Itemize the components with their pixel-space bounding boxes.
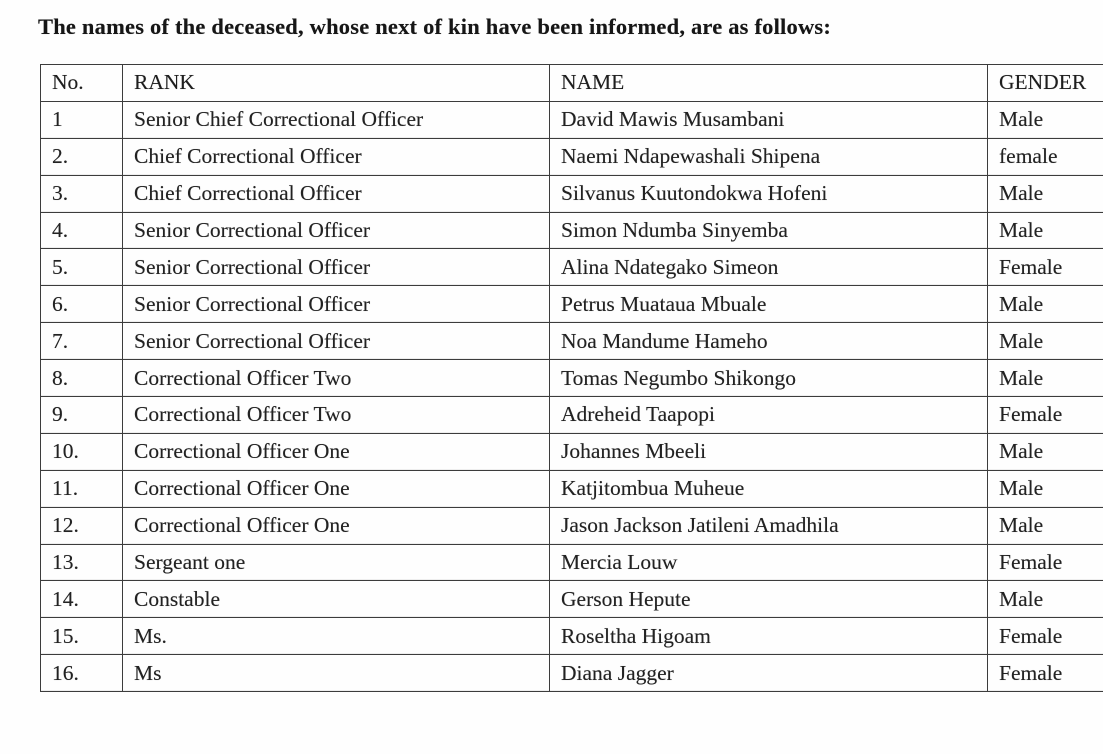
table-row — [41, 138, 1103, 175]
cell-name: Alina Ndategako Simeon — [550, 249, 988, 286]
cell-no: 11. — [41, 470, 123, 507]
cell-gender: Male — [988, 360, 1103, 397]
cell-gender: Female — [988, 544, 1103, 581]
table-row — [41, 360, 1103, 397]
intro-paragraph: The names of the deceased, whose next of kin have been informed, are as follows: — [38, 14, 832, 39]
cell-name: Jason Jackson Jatileni Amadhila — [550, 507, 988, 544]
cell-no: 7. — [41, 323, 123, 360]
cell-rank: Senior Correctional Officer — [123, 323, 550, 360]
cell-name: Adreheid Taapopi — [550, 397, 988, 434]
cell-rank: Correctional Officer Two — [123, 397, 550, 434]
cell-rank: Senior Correctional Officer — [123, 286, 550, 323]
cell-no: 2. — [41, 138, 123, 175]
cell-gender: Female — [988, 618, 1103, 655]
table-row — [41, 618, 1103, 655]
table-row — [41, 249, 1103, 286]
column-header-no: No. — [41, 65, 123, 102]
cell-name: Naemi Ndapewashali Shipena — [550, 138, 988, 175]
cell-gender: Female — [988, 249, 1103, 286]
cell-rank: Correctional Officer One — [123, 470, 550, 507]
cell-rank: Correctional Officer One — [123, 507, 550, 544]
table-row — [41, 581, 1103, 618]
cell-no: 6. — [41, 286, 123, 323]
cell-name: Noa Mandume Hameho — [550, 323, 988, 360]
cell-rank: Ms. — [123, 618, 550, 655]
cell-no: 9. — [41, 397, 123, 434]
table-row — [41, 286, 1103, 323]
cell-gender: Male — [988, 212, 1103, 249]
cell-rank: Sergeant one — [123, 544, 550, 581]
column-header-name: NAME — [550, 65, 988, 102]
cell-rank: Senior Chief Correctional Officer — [123, 101, 550, 138]
cell-no: 16. — [41, 655, 123, 692]
cell-rank: Correctional Officer One — [123, 433, 550, 470]
cell-gender: Male — [988, 323, 1103, 360]
cell-gender: Male — [988, 581, 1103, 618]
cell-name: Tomas Negumbo Shikongo — [550, 360, 988, 397]
deceased-table — [40, 64, 1103, 692]
cell-name: Katjitombua Muheue — [550, 470, 988, 507]
cell-name: Diana Jagger — [550, 655, 988, 692]
cell-name: Silvanus Kuutondokwa Hofeni — [550, 175, 988, 212]
cell-rank: Senior Correctional Officer — [123, 212, 550, 249]
cell-no: 3. — [41, 175, 123, 212]
table-row — [41, 507, 1103, 544]
cell-no: 1 — [41, 101, 123, 138]
cell-rank: Chief Correctional Officer — [123, 175, 550, 212]
table-header-row — [41, 65, 1103, 102]
cell-gender: Male — [988, 470, 1103, 507]
cell-rank: Constable — [123, 581, 550, 618]
table-row — [41, 655, 1103, 692]
table-row — [41, 175, 1103, 212]
cell-gender: Male — [988, 286, 1103, 323]
cell-no: 14. — [41, 581, 123, 618]
cell-gender: Male — [988, 101, 1103, 138]
cell-no: 10. — [41, 433, 123, 470]
cell-rank: Chief Correctional Officer — [123, 138, 550, 175]
table-head — [41, 65, 1103, 102]
cell-rank: Senior Correctional Officer — [123, 249, 550, 286]
cell-name: David Mawis Musambani — [550, 101, 988, 138]
cell-gender: Male — [988, 433, 1103, 470]
cell-name: Roseltha Higoam — [550, 618, 988, 655]
cell-name: Mercia Louw — [550, 544, 988, 581]
table-row — [41, 323, 1103, 360]
cell-no: 13. — [41, 544, 123, 581]
cell-name: Johannes Mbeeli — [550, 433, 988, 470]
cell-gender: Female — [988, 397, 1103, 434]
table-body — [41, 101, 1103, 691]
cell-no: 12. — [41, 507, 123, 544]
cell-name: Gerson Hepute — [550, 581, 988, 618]
cell-no: 5. — [41, 249, 123, 286]
cell-no: 8. — [41, 360, 123, 397]
cell-gender: female — [988, 138, 1103, 175]
cell-gender: Male — [988, 175, 1103, 212]
table-row — [41, 397, 1103, 434]
table-row — [41, 212, 1103, 249]
cell-no: 4. — [41, 212, 123, 249]
cell-no: 15. — [41, 618, 123, 655]
cell-name: Petrus Muataua Mbuale — [550, 286, 988, 323]
column-header-gender: GENDER — [988, 65, 1103, 102]
table-row — [41, 433, 1103, 470]
cell-gender: Female — [988, 655, 1103, 692]
table-row — [41, 470, 1103, 507]
table-row — [41, 101, 1103, 138]
table-row — [41, 544, 1103, 581]
cell-rank: Ms — [123, 655, 550, 692]
cell-rank: Correctional Officer Two — [123, 360, 550, 397]
cell-gender: Male — [988, 507, 1103, 544]
column-header-rank: RANK — [123, 65, 550, 102]
cell-name: Simon Ndumba Sinyemba — [550, 212, 988, 249]
